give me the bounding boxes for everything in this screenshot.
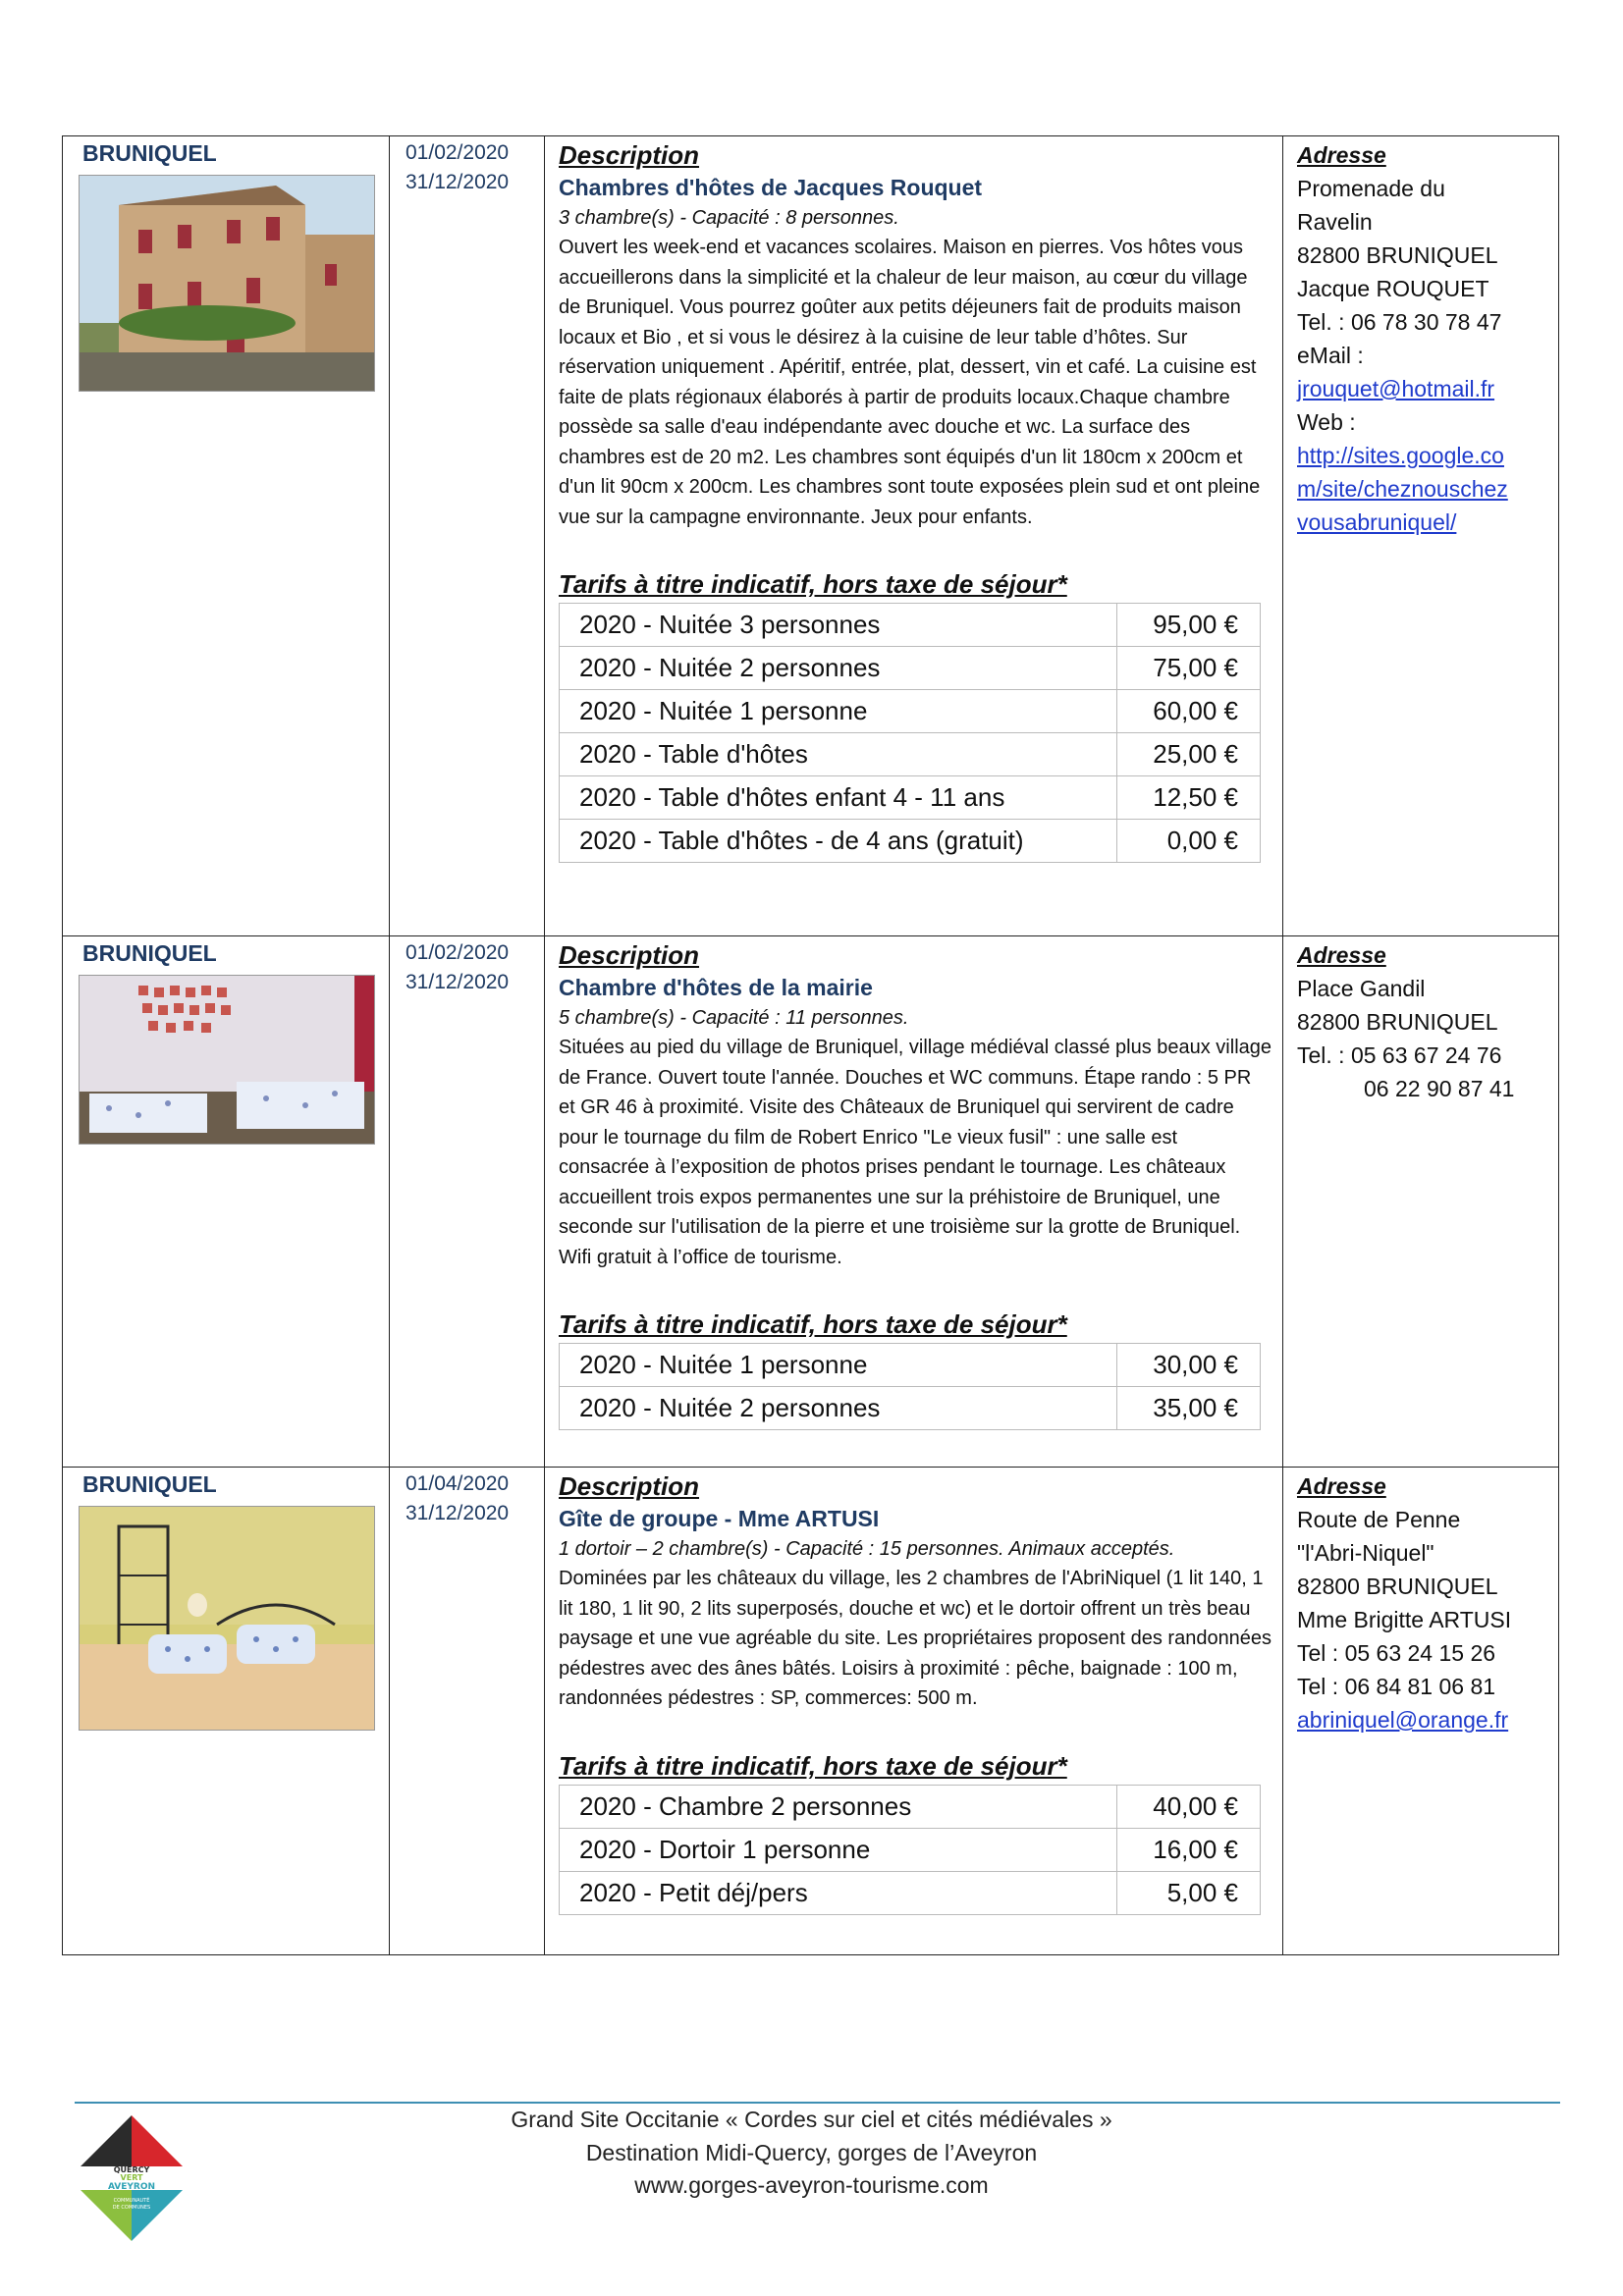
price-amount: 40,00 € — [1117, 1785, 1261, 1828]
address-line: Ravelin — [1297, 209, 1373, 235]
website-link[interactable] — [1297, 439, 1552, 539]
price-row — [560, 647, 1261, 690]
town-name: BRUNIQUEL — [82, 140, 217, 166]
address-cell — [1283, 936, 1559, 1468]
description-body: Situées au pied du village de Bruniquel, village médiéval classé plus beaux village de France. Ouvert toute l'année. Douches et WC communs. Étape rando : 5 PR et GR 46 à proximité. Visite des Châteaux de Bruniquel qui servirent de cadre pour le tournage du film de Robert Enrico "Le vieux fusil" : une salle est consacrée à l’exposition de photos prises pendant le tournage. Les châteaux accueillent trois expos permanentes une sur la préhistoire de Bruniquel, une seconde sur l'utilisation de la pierre et une troisième sur la grotte de Bruniquel. Wifi gratuit à l’office de tourisme. — [559, 1037, 1272, 1268]
phone-line: Tel : 06 84 81 06 81 — [1297, 1674, 1496, 1699]
listing-row — [63, 936, 1559, 1468]
email-label: eMail : — [1297, 343, 1364, 368]
description-cell — [545, 936, 1283, 1468]
date-start: 01/02/2020 — [406, 941, 510, 964]
svg-text:QUERCY: QUERCY — [113, 2165, 150, 2174]
footer-rule — [75, 2102, 1560, 2104]
phone-line: Tel : 05 63 24 15 26 — [1297, 1640, 1496, 1666]
price-row — [560, 776, 1261, 820]
town-cell — [63, 936, 390, 1468]
capacity-text: 1 dortoir – 2 chambre(s) - Capacité : 15 personnes. Animaux acceptés. — [559, 1538, 1175, 1560]
phone-line: Tel. : 05 63 67 24 76 — [1297, 1042, 1502, 1068]
listing-title: Chambres d'hôtes de Jacques Rouquet — [559, 175, 983, 200]
description-heading: Description — [559, 940, 700, 970]
price-row — [560, 1387, 1261, 1430]
date-start: 01/02/2020 — [406, 141, 510, 164]
photo-twin-bedroom — [79, 975, 375, 1145]
price-amount: 75,00 € — [1117, 647, 1261, 690]
svg-text:COMMUNAUTÉ: COMMUNAUTÉ — [113, 2198, 150, 2204]
price-amount: 30,00 € — [1117, 1344, 1261, 1387]
price-row — [560, 820, 1261, 863]
price-row — [560, 690, 1261, 733]
capacity-text: 3 chambre(s) - Capacité : 8 personnes. — [559, 207, 899, 229]
town-cell — [63, 1468, 390, 1955]
price-row — [560, 733, 1261, 776]
footer-website-link[interactable]: www.gorges-aveyron-tourisme.com — [634, 2172, 989, 2198]
listings-table — [62, 135, 1559, 1955]
price-amount: 95,00 € — [1117, 604, 1261, 647]
price-amount: 35,00 € — [1117, 1387, 1261, 1430]
email-link[interactable]: abriniquel@orange.fr — [1297, 1707, 1509, 1733]
description-heading: Description — [559, 140, 700, 170]
svg-text:DE COMMUNES: DE COMMUNES — [112, 2205, 151, 2211]
footer-line-1: Grand Site Occitanie « Cordes sur ciel et cités médiévales » — [511, 2107, 1112, 2132]
listing-title: Gîte de groupe - Mme ARTUSI — [559, 1506, 880, 1531]
price-label: 2020 - Nuitée 2 personnes — [560, 1387, 1117, 1430]
address-heading: Adresse — [1297, 142, 1386, 168]
price-table — [559, 603, 1261, 863]
price-label: 2020 - Table d'hôtes enfant 4 - 11 ans — [560, 776, 1117, 820]
address-heading: Adresse — [1297, 1473, 1386, 1499]
tarifs-heading: Tarifs à titre indicatif, hors taxe de séjour* — [559, 1309, 1067, 1339]
price-amount: 12,50 € — [1117, 776, 1261, 820]
address-line: 82800 BRUNIQUEL — [1297, 1009, 1498, 1035]
date-end: 31/12/2020 — [406, 971, 510, 993]
price-row — [560, 1871, 1261, 1914]
capacity-text: 5 chambre(s) - Capacité : 11 personnes. — [559, 1007, 909, 1029]
photo-stone-house — [79, 175, 375, 392]
price-label: 2020 - Petit déj/pers — [560, 1871, 1117, 1914]
description-heading: Description — [559, 1471, 700, 1501]
price-row — [560, 1344, 1261, 1387]
tarifs-heading: Tarifs à titre indicatif, hors taxe de séjour* — [559, 1750, 1067, 1781]
date-end: 31/12/2020 — [406, 1502, 510, 1524]
email-link[interactable]: jrouquet@hotmail.fr — [1297, 376, 1495, 401]
price-table — [559, 1343, 1261, 1430]
price-amount: 16,00 € — [1117, 1828, 1261, 1871]
svg-text:AVEYRON: AVEYRON — [107, 2182, 156, 2192]
description-body: Dominées par les châteaux du village, les 2 chambres de l'AbriNiquel (1 lit 140, 1 lit 180, 1 lit 90, 2 lits superposés, douche et wc) et le dortoir offrent un très beau paysage et une vue agréable du site. Les propriétaires proposent des randonnées pédestres avec des ânes bâtés. Loisirs à proximité : pêche, baignade : 100 m, randonnées pédestres : SP, commerces: 500 m. — [559, 1568, 1272, 1709]
price-label: 2020 - Dortoir 1 personne — [560, 1828, 1117, 1871]
description-body: Ouvert les week-end et vacances scolaires. Maison en pierres. Vos hôtes vous accueillerons dans la simplicité et la chaleur de leur maison, au cœur du village de Bruniquel. Vous pourrez goûter aux petits déjeuners fait de produits maison locaux et Bio , et si vous le désirez à la cuisine de leur table d’hôtes. Sur réservation uniquement . Apéritif, entrée, plat, dessert, vin et café. La cuisine est faite de plats régionaux élaborés à partir de produits locaux.Chaque chambre possède sa salle d'eau indépendante avec douche et wc. La surface des chambres est de 20 m2. Les chambres sont équipés d'un lit 180cm x 200cm et d'un lit 90cm x 200cm. Les chambres sont toute exposées plein sud et ont pleine vue sur la campagne environnante. Jeux pour enfants. — [559, 237, 1261, 528]
town-name: BRUNIQUEL — [82, 1471, 217, 1497]
price-amount: 5,00 € — [1117, 1871, 1261, 1914]
address-heading: Adresse — [1297, 942, 1386, 968]
website-link-line[interactable]: http://sites.google.co — [1297, 443, 1504, 468]
footer-line-2: Destination Midi-Quercy, gorges de l’Aveyron — [585, 2140, 1038, 2165]
price-table — [559, 1785, 1261, 1915]
price-label: 2020 - Table d'hôtes — [560, 733, 1117, 776]
address-line: Route de Penne — [1297, 1507, 1461, 1532]
price-amount: 0,00 € — [1117, 820, 1261, 863]
phone-line-secondary: 06 22 90 87 41 — [1364, 1076, 1515, 1101]
price-label: 2020 - Nuitée 2 personnes — [560, 647, 1117, 690]
price-label: 2020 - Nuitée 1 personne — [560, 1344, 1117, 1387]
address-line: 82800 BRUNIQUEL — [1297, 1574, 1498, 1599]
price-label: 2020 - Nuitée 1 personne — [560, 690, 1117, 733]
phone-line: Tel. : 06 78 30 78 47 — [1297, 309, 1502, 335]
price-amount: 25,00 € — [1117, 733, 1261, 776]
photo-group-bedroom — [79, 1506, 375, 1731]
address-line: "l'Abri-Niquel" — [1297, 1540, 1434, 1566]
price-label: 2020 - Table d'hôtes - de 4 ans (gratuit) — [560, 820, 1117, 863]
address-cell — [1283, 136, 1559, 936]
contact-name: Mme Brigitte ARTUSI — [1297, 1607, 1512, 1632]
listing-title: Chambre d'hôtes de la mairie — [559, 975, 873, 1000]
website-link-line[interactable]: m/site/cheznouschez — [1297, 476, 1508, 502]
dates-cell — [390, 136, 545, 936]
tarifs-heading: Tarifs à titre indicatif, hors taxe de séjour* — [559, 569, 1067, 599]
town-name: BRUNIQUEL — [82, 940, 217, 966]
website-link-line[interactable]: vousabruniquel/ — [1297, 509, 1457, 535]
listing-row — [63, 136, 1559, 936]
price-label: 2020 - Chambre 2 personnes — [560, 1785, 1117, 1828]
web-label: Web : — [1297, 409, 1356, 435]
price-row — [560, 1785, 1261, 1828]
date-end: 31/12/2020 — [406, 171, 510, 193]
price-row — [560, 1828, 1261, 1871]
dates-cell — [390, 936, 545, 1468]
contact-name: Jacque ROUQUET — [1297, 276, 1489, 301]
address-line: Promenade du — [1297, 176, 1445, 201]
price-amount: 60,00 € — [1117, 690, 1261, 733]
address-line: Place Gandil — [1297, 976, 1426, 1001]
description-cell — [545, 1468, 1283, 1955]
price-label: 2020 - Nuitée 3 personnes — [560, 604, 1117, 647]
date-start: 01/04/2020 — [406, 1472, 510, 1495]
description-cell — [545, 136, 1283, 936]
address-line: 82800 BRUNIQUEL — [1297, 242, 1498, 268]
town-cell — [63, 136, 390, 936]
address-cell — [1283, 1468, 1559, 1955]
listing-row — [63, 1468, 1559, 1955]
price-row — [560, 604, 1261, 647]
svg-text:VERT: VERT — [120, 2173, 143, 2182]
dates-cell — [390, 1468, 545, 1955]
